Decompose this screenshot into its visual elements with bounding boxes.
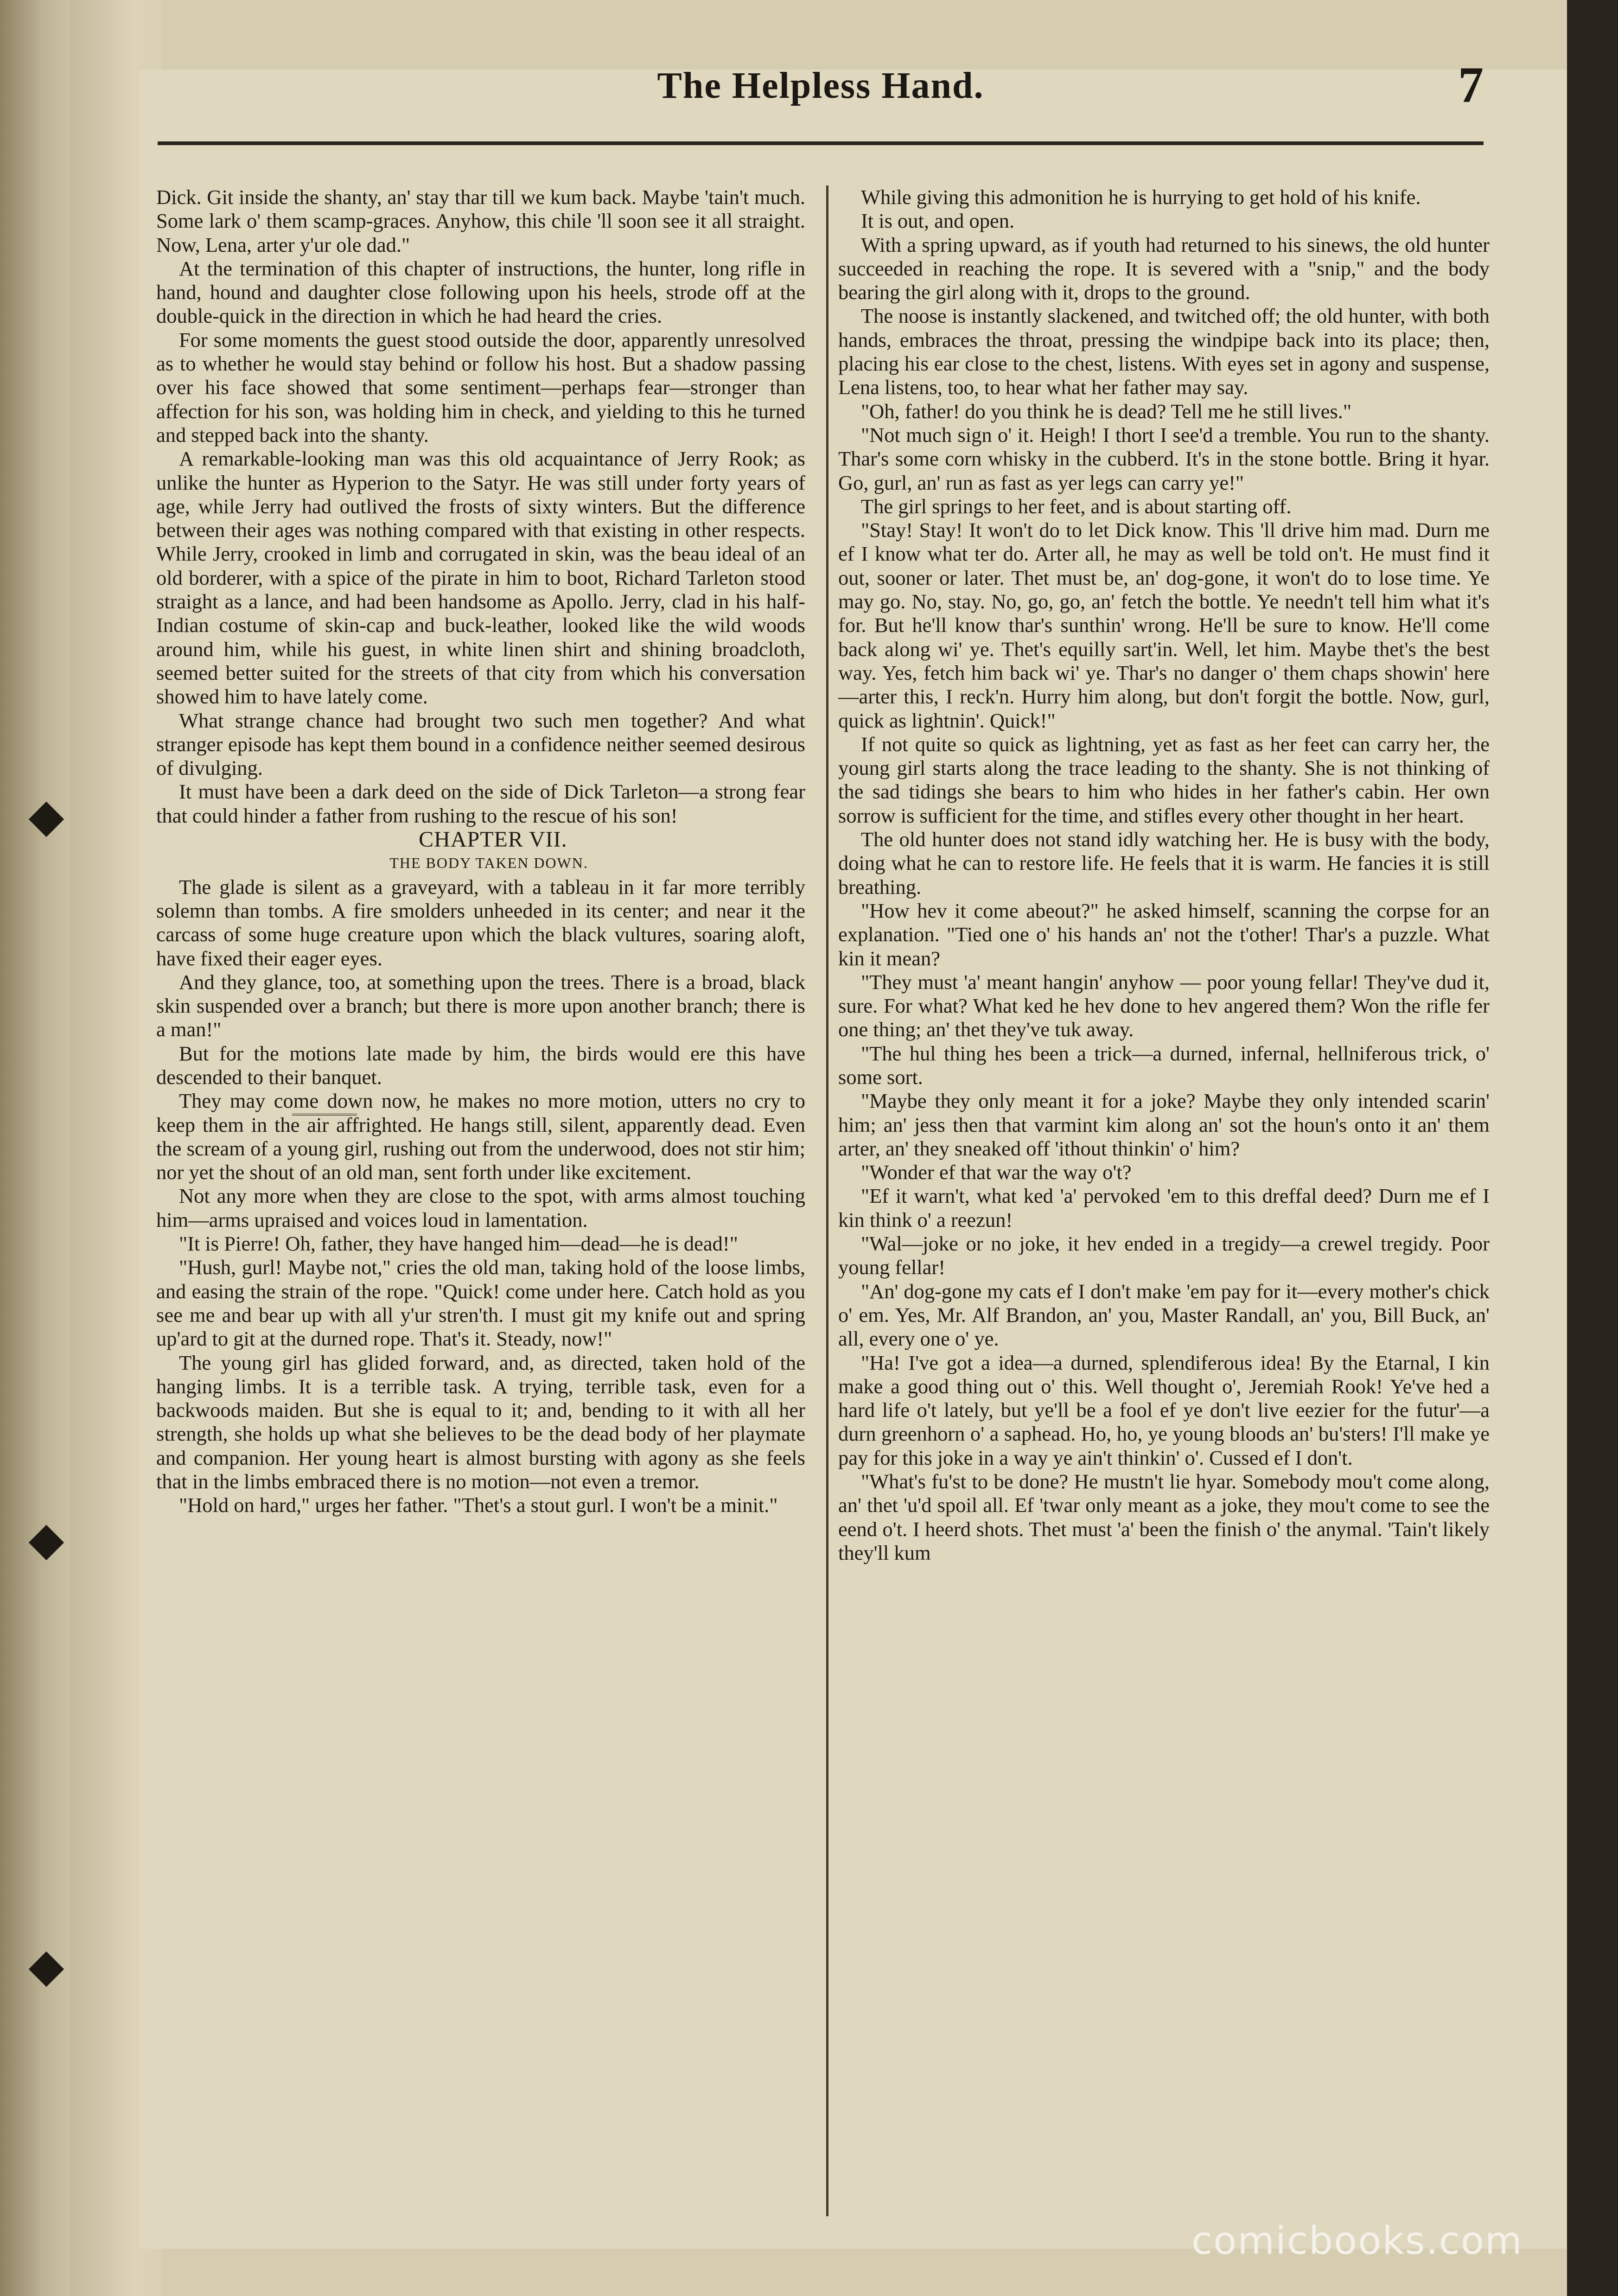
paragraph: "Hold on hard," urges her father. "Thet's a stout gurl. I won't be a minit."	[178, 1493, 778, 1517]
paragraph: It must have been a dark deed on the side of Dick Tarleton—a strong fear that could hinder a father from rushing to the rescue of his son!	[156, 780, 805, 827]
left-column	[156, 185, 805, 2235]
watermark: comicbooks.com	[1191, 2219, 1523, 2263]
paragraph: Not any more when they are close to the spot, with arms almost touching him—arms upraised and voices loud in lamentation.	[156, 1184, 805, 1231]
paragraph: It is out, and open.	[860, 209, 1015, 233]
paragraph: The old hunter does not stand idly watching her. He is busy with the body, doing what he can to restore life. He feels that it is warm. He fancies it is still breathing.	[838, 828, 1490, 899]
binding-hole-icon: ◆	[28, 1940, 64, 1991]
paragraph: "Ef it warn't, what ked 'a' pervoked 'em to this dreffal deed? Durn me ef I kin think o' a reezun!	[838, 1184, 1490, 1231]
paragraph: For some moments the guest stood outside the door, apparently unresolved as to whether he would stay behind or follow his host. But a shadow passing over his face showed that some sentiment—perhaps fear—stronger than affection for his son, was holding him in check, and yielding to this he turned and stepped back into the shanty.	[156, 328, 805, 446]
paragraph: "The hul thing hes been a trick—a durned, infernal, hellniferous trick, o' some sort.	[838, 1041, 1490, 1089]
paragraph: "Wal—joke or no joke, it hev ended in a tregidy—a crewel tregidy. Poor young fellar!	[838, 1232, 1490, 1279]
header-rule	[158, 141, 1484, 145]
paragraph: The young girl has glided forward, and, as directed, taken hold of the hanging limbs. It is a terrible task. A trying, terrible task, even for a backwoods maiden. But she is equal to it; and, bending to it with all her strength, she holds up what she believes to be the dead body of her playmate and companion. Her young heart is almost bursting with agony as she feels that in the limbs embraced there is no motion—not even a tremor.	[156, 1351, 805, 1493]
paragraph: "They must 'a' meant hangin' anyhow — poor young fellar! They've dud it, sure. For what? What ked he hev done to hev angered them? Won the rifle fer one thing; an' thet they've tuk away.	[838, 970, 1490, 1041]
chapter-heading: CHAPTER VII.	[419, 827, 567, 852]
right-column	[838, 185, 1490, 2235]
page-title: The Helpless Hand.	[657, 65, 984, 106]
chapter-rule	[292, 1114, 357, 1116]
paragraph: "Oh, father! do you think he is dead? Tell me he still lives."	[860, 399, 1352, 423]
paragraph: "An' dog-gone my cats ef I don't make 'em pay for it—every mother's chick o' em. Yes, Mr. Alf Brandon, an' you, Master Randall, an' you, Bill Buck, an' all, every one o' ye.	[838, 1279, 1490, 1351]
scan-right-border	[1567, 0, 1618, 2296]
chapter-subheading: THE BODY TAKEN DOWN.	[389, 855, 588, 872]
paragraph: The noose is instantly slackened, and twitched off; the old hunter, with both hands, embraces the throat, pressing the windpipe back into its place; then, placing his ear close to the chest, listens. With eyes set in agony and suspense, Lena listens, too, to hear what her father may say.	[838, 304, 1490, 399]
paragraph: "What's fu'st to be done? He mustn't lie hyar. Somebody mou't come along, an' thet 'u'd spoil all. Ef 'twar only meant as a joke, they mou't come to see the eend o't. I heerd shots. Thet must 'a' been the finish o' the anymal. 'Tain't likely they'll kum	[838, 1470, 1490, 1564]
paragraph: At the termination of this chapter of instructions, the hunter, long rifle in hand, hound and daughter close following upon his heels, strode off at the double-quick in the direction in which he had heard the cries.	[156, 256, 805, 328]
paragraph: "Wonder ef that war the way o't?	[860, 1161, 1132, 1184]
paragraph: "Not much sign o' it. Heigh! I thort I see'd a tremble. You run to the shanty. Thar's some corn whisky in the cubberd. It's in the stone bottle. Bring it hyar. Go, gurl, an' run as fast as yer legs can carry ye!"	[838, 423, 1490, 494]
paragraph: The girl springs to her feet, and is about starting off.	[860, 494, 1292, 518]
paragraph: "Stay! Stay! It won't do to let Dick know. This 'll drive him mad. Durn me ef I know what ter do. Arter all, he may as well be told on't. He must find it out, sooner or later. Thet must be, an' dog-gone, it won't do to lose time. Ye may go. No, stay. No, go, go, an' fetch the bottle. Ye needn't tell him what it's for. But he'll know thar's sunthin' wrong. He'll be sure to know. He'll come back along wi' ye. Thet's equilly sart'in. Well, let him. Maybe thet's the best way. Yes, fetch him back wi' ye. Thar's no danger o' them chaps showin' here—arter this, I reck'n. Hurry him along, but don't forgit the bottle. Now, gurl, quick as lightnin'. Quick!"	[838, 518, 1490, 732]
paragraph: If not quite so quick as lightning, yet as fast as her feet can carry her, the young girl starts along the trace leading to the shanty. She is not thinking of the sad tidings she bears to him who hides in her father's cabin. Her own sorrow is sufficient for the time, and stifles every other thought in her heart.	[838, 732, 1490, 827]
binding-hole-icon: ◆	[28, 1513, 64, 1565]
paragraph: A remarkable-looking man was this old acquaintance of Jerry Rook; as unlike the hunter as Hyperion to the Satyr. He was still under forty years of age, while Jerry had outlived the frosts of sixty winters. But the difference between their ages was nothing compared with that existing in other respects. While Jerry, crooked in limb and corrugated in skin, was the beau ideal of an old borderer, with a spice of the pirate in him to boot, Richard Tarleton stood straight as a lance, and had been handsome as Apollo. Jerry, clad in his half-Indian costume of skin-cap and buck-leather, looked like the wild woods around him, while his guest, in white linen shirt and shining broadcloth, seemed better suited for the streets of that city from which his conversation showed him to have lately come.	[156, 447, 805, 708]
column-divider	[826, 185, 828, 2216]
paragraph: "Hush, gurl! Maybe not," cries the old man, taking hold of the loose limbs, and easing the strain of the rope. "Quick! come under here. Catch hold as you see me and bear up with all y'ur stren'th. I must git my knife out and spring up'ard to git at the durned rope. That's it. Steady, now!"	[156, 1256, 805, 1351]
paragraph: "Ha! I've got a idea—a durned, splendiferous idea! By the Etarnal, I kin make a good thing out o' this. Well thought o', Jeremiah Rook! Ye've hed a hard life o't lately, but ye'll be a fool ef ye don't live eezier for the futur'—a durn greenhorn o' a saphead. Ho, ho, ye young bloods an' bu'sters! I'll make ye pay for this joke in a way ye ain't thinkin' o'. Cussed ef I don't.	[838, 1351, 1490, 1469]
paragraph: "How hev it come abeout?" he asked himself, scanning the corpse for an explanation. "Tied one o' his hands an' not the t'other! Thar's a puzzle. What kin it mean?	[838, 899, 1490, 970]
paragraph: But for the motions late made by him, the birds would ere this have descended to their banquet.	[156, 1041, 805, 1089]
paragraph: "Maybe they only meant it for a joke? Maybe they only intended scarin' him; an' jess then that varmint kim along an' sot the houn's onto it an' them arter, an' they sneaked off 'ithout thinkin' o' him?	[838, 1089, 1490, 1160]
running-header	[158, 37, 1484, 153]
page-number: 7	[1458, 57, 1484, 113]
paragraph: The glade is silent as a graveyard, with a tableau in it far more terribly solemn than tombs. A fire smolders unheeded in its center; and near it the carcass of some huge creature upon which the black vultures, soaring aloft, have fixed their eager eyes.	[156, 875, 805, 970]
paragraph: And they glance, too, at something upon the trees. There is a broad, black skin suspended over a branch; but there is more upon another branch; there is a man!"	[156, 970, 805, 1041]
binding-hole-icon: ◆	[28, 790, 64, 842]
paragraph: What strange chance had brought two such men together? And what stranger episode has kept them bound in a confidence neither seemed desirous of divulging.	[156, 708, 805, 780]
paragraph: With a spring upward, as if youth had returned to his sinews, the old hunter succeeded in reaching the rope. It is severed with a "snip," and the body bearing the girl along with it, drops to the ground.	[838, 233, 1490, 304]
paragraph: Dick. Git inside the shanty, an' stay thar till we kum back. Maybe 'tain't much. Some lark o' them scamp-graces. Anyhow, this chile 'll soon see it all straight. Now, Lena, arter y'ur ole dad."	[156, 185, 805, 256]
paragraph: While giving this admonition he is hurrying to get hold of his knife.	[860, 185, 1421, 209]
paragraph: "It is Pierre! Oh, father, they have hanged him—dead—he is dead!"	[178, 1232, 738, 1256]
paragraph: They may come down now, he makes no more motion, utters no cry to keep them in the air affrighted. He hangs still, silent, apparently dead. Even the scream of a young girl, rushing out from the underwood, does not stir him; nor yet the shout of an old man, sent forth under like excitement.	[156, 1089, 805, 1184]
